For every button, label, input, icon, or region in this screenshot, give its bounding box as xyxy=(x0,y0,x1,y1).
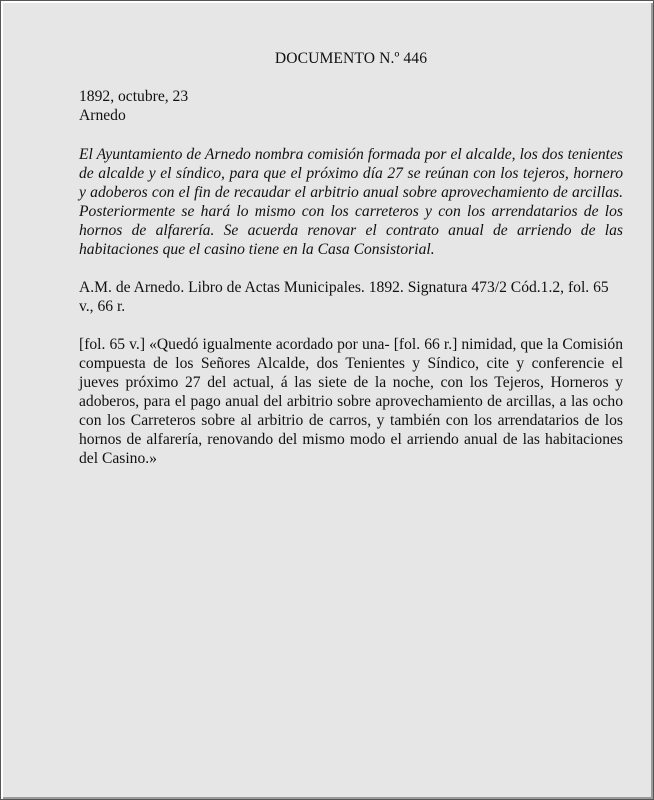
document-source: A.M. de Arnedo. Libro de Actas Municipales. 1892. Signatura 473/2 Cód.1.2, fol. 65 v., 66 r. xyxy=(79,279,609,315)
document-transcription: [fol. 65 v.] «Quedó igualmente acordado por una- [fol. 66 r.] nimidad, que la Comisión compuesta de los Señores Alcalde, dos Tenientes y Síndico, cite y conferencie el jueves próximo 27 del actual, á las siete de la noche, con los Tejeros, Horneros y adoberos, para el pago anual del arbitrio sobre aprovechamiento de arcillas, a las ocho con los Carreteros sobre al arbitrio de carros, y también con los arrendatarios de los hornos de alfarería, renovando del mismo modo el arriendo anual de las habitaciones del Casino.» xyxy=(79,336,623,467)
document-content xyxy=(79,49,623,468)
document-title: DOCUMENTO N.º 446 xyxy=(274,50,428,67)
document-place: Arnedo xyxy=(79,107,126,124)
document-summary: El Ayuntamiento de Arnedo nombra comisión formada por el alcalde, los dos tenientes de alcalde y el síndico, para que el próximo día 27 se reúnan con los tejeros, hornero y adoberos con el fin de recaudar el arbitrio anual sobre aprovechamiento de arcillas. Posteriormente se hará lo mismo con los carreteros y con los arrendatarios de los hornos de alfarería. Se acuerda renovar el contrato anual de arriendo de las habitaciones que el casino tiene en la Casa Consistorial. xyxy=(79,146,623,258)
document-date: 1892, octubre, 23 xyxy=(79,88,189,105)
document-meta xyxy=(79,87,623,125)
